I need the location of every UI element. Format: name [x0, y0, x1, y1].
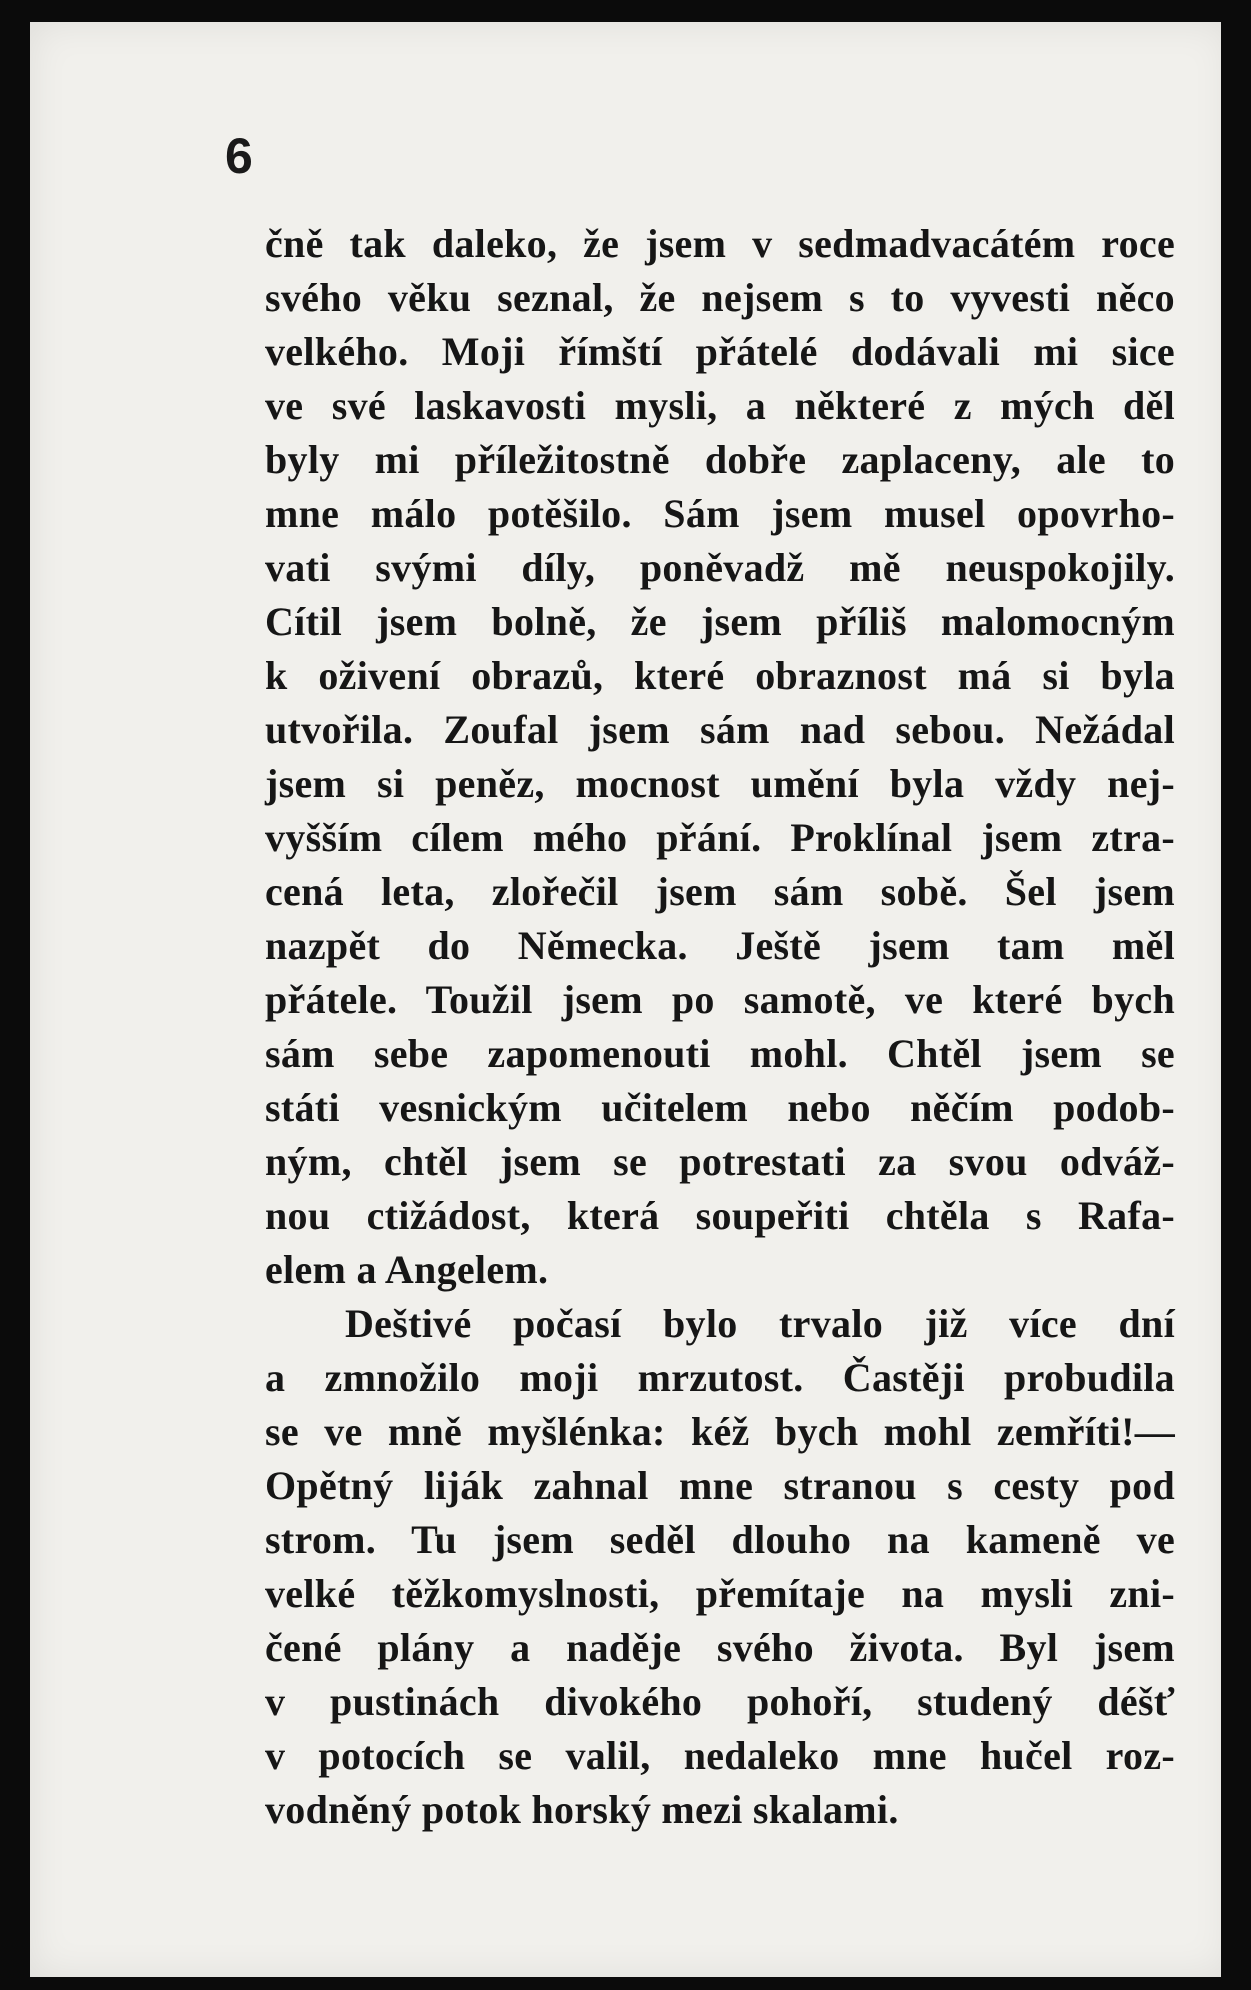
- text-line: utvořila. Zoufal jsem sám nad sebou. Nežádal: [265, 707, 1175, 752]
- text-line: cená leta, zlořečil jsem sám sobě. Šel jsem: [265, 869, 1175, 914]
- text-line: přátele. Toužil jsem po samotě, ve které bych: [265, 977, 1175, 1022]
- text-line: jsem si peněz, mocnost umění byla vždy nej-: [265, 761, 1175, 806]
- text-line: svého věku seznal, že nejsem s to vyvesti něco: [265, 275, 1175, 320]
- text-line: se ve mně myšlénka: kéž bych mohl zemříti!—: [265, 1409, 1175, 1454]
- text-line: čně tak daleko, že jsem v sedmadvacátém roce: [265, 221, 1175, 266]
- text-line: k oživení obrazů, které obraznost má si byla: [265, 653, 1175, 698]
- text-line: Deštivé počasí bylo trvalo již více dní: [345, 1301, 1175, 1346]
- text-line: nou ctižádost, která soupeřiti chtěla s Rafa-: [265, 1193, 1175, 1238]
- text-line: strom. Tu jsem seděl dlouho na kameně ve: [265, 1517, 1175, 1562]
- text-line: elem a Angelem.: [265, 1247, 549, 1292]
- text-line: ve své laskavosti mysli, a některé z mých děl: [265, 383, 1175, 428]
- text-line: a zmnožilo moji mrzutost. Častěji probudila: [265, 1355, 1175, 1400]
- text-line: státi vesnickým učitelem nebo něčím podob-: [265, 1085, 1175, 1130]
- page-edge: [1221, 0, 1251, 1990]
- text-line: vodněný potok horský mezi skalami.: [265, 1787, 899, 1832]
- text-line: nazpět do Německa. Ještě jsem tam měl: [265, 923, 1175, 968]
- text-line: byly mi příležitostně dobře zaplaceny, ale to: [265, 437, 1175, 482]
- text-line: v pustinách divokého pohoří, studený déšť: [265, 1679, 1175, 1724]
- text-line: velké těžkomyslnosti, přemítaje na mysli zni-: [265, 1571, 1175, 1616]
- text-line: vati svými díly, poněvadž mě neuspokojily.: [265, 545, 1175, 590]
- text-line: Cítil jsem bolně, že jsem příliš malomocným: [265, 599, 1175, 644]
- body-text: [265, 217, 1175, 1837]
- page-number: 6: [225, 128, 253, 184]
- text-line: v potocích se valil, nedaleko mne hučel roz-: [265, 1733, 1175, 1778]
- text-line: čené plány a naděje svého života. Byl jsem: [265, 1625, 1175, 1670]
- text-line: vyšším cílem mého přání. Proklínal jsem ztra-: [265, 815, 1175, 860]
- book-page: [30, 22, 1230, 1977]
- text-line: velkého. Moji římští přátelé dodávali mi sice: [265, 329, 1175, 374]
- text-line: sám sebe zapomenouti mohl. Chtěl jsem se: [265, 1031, 1175, 1076]
- text-line: ným, chtěl jsem se potrestati za svou odváž-: [265, 1139, 1175, 1184]
- text-line: Opětný liják zahnal mne stranou s cesty pod: [265, 1463, 1175, 1508]
- text-line: mne málo potěšilo. Sám jsem musel opovrho-: [265, 491, 1175, 536]
